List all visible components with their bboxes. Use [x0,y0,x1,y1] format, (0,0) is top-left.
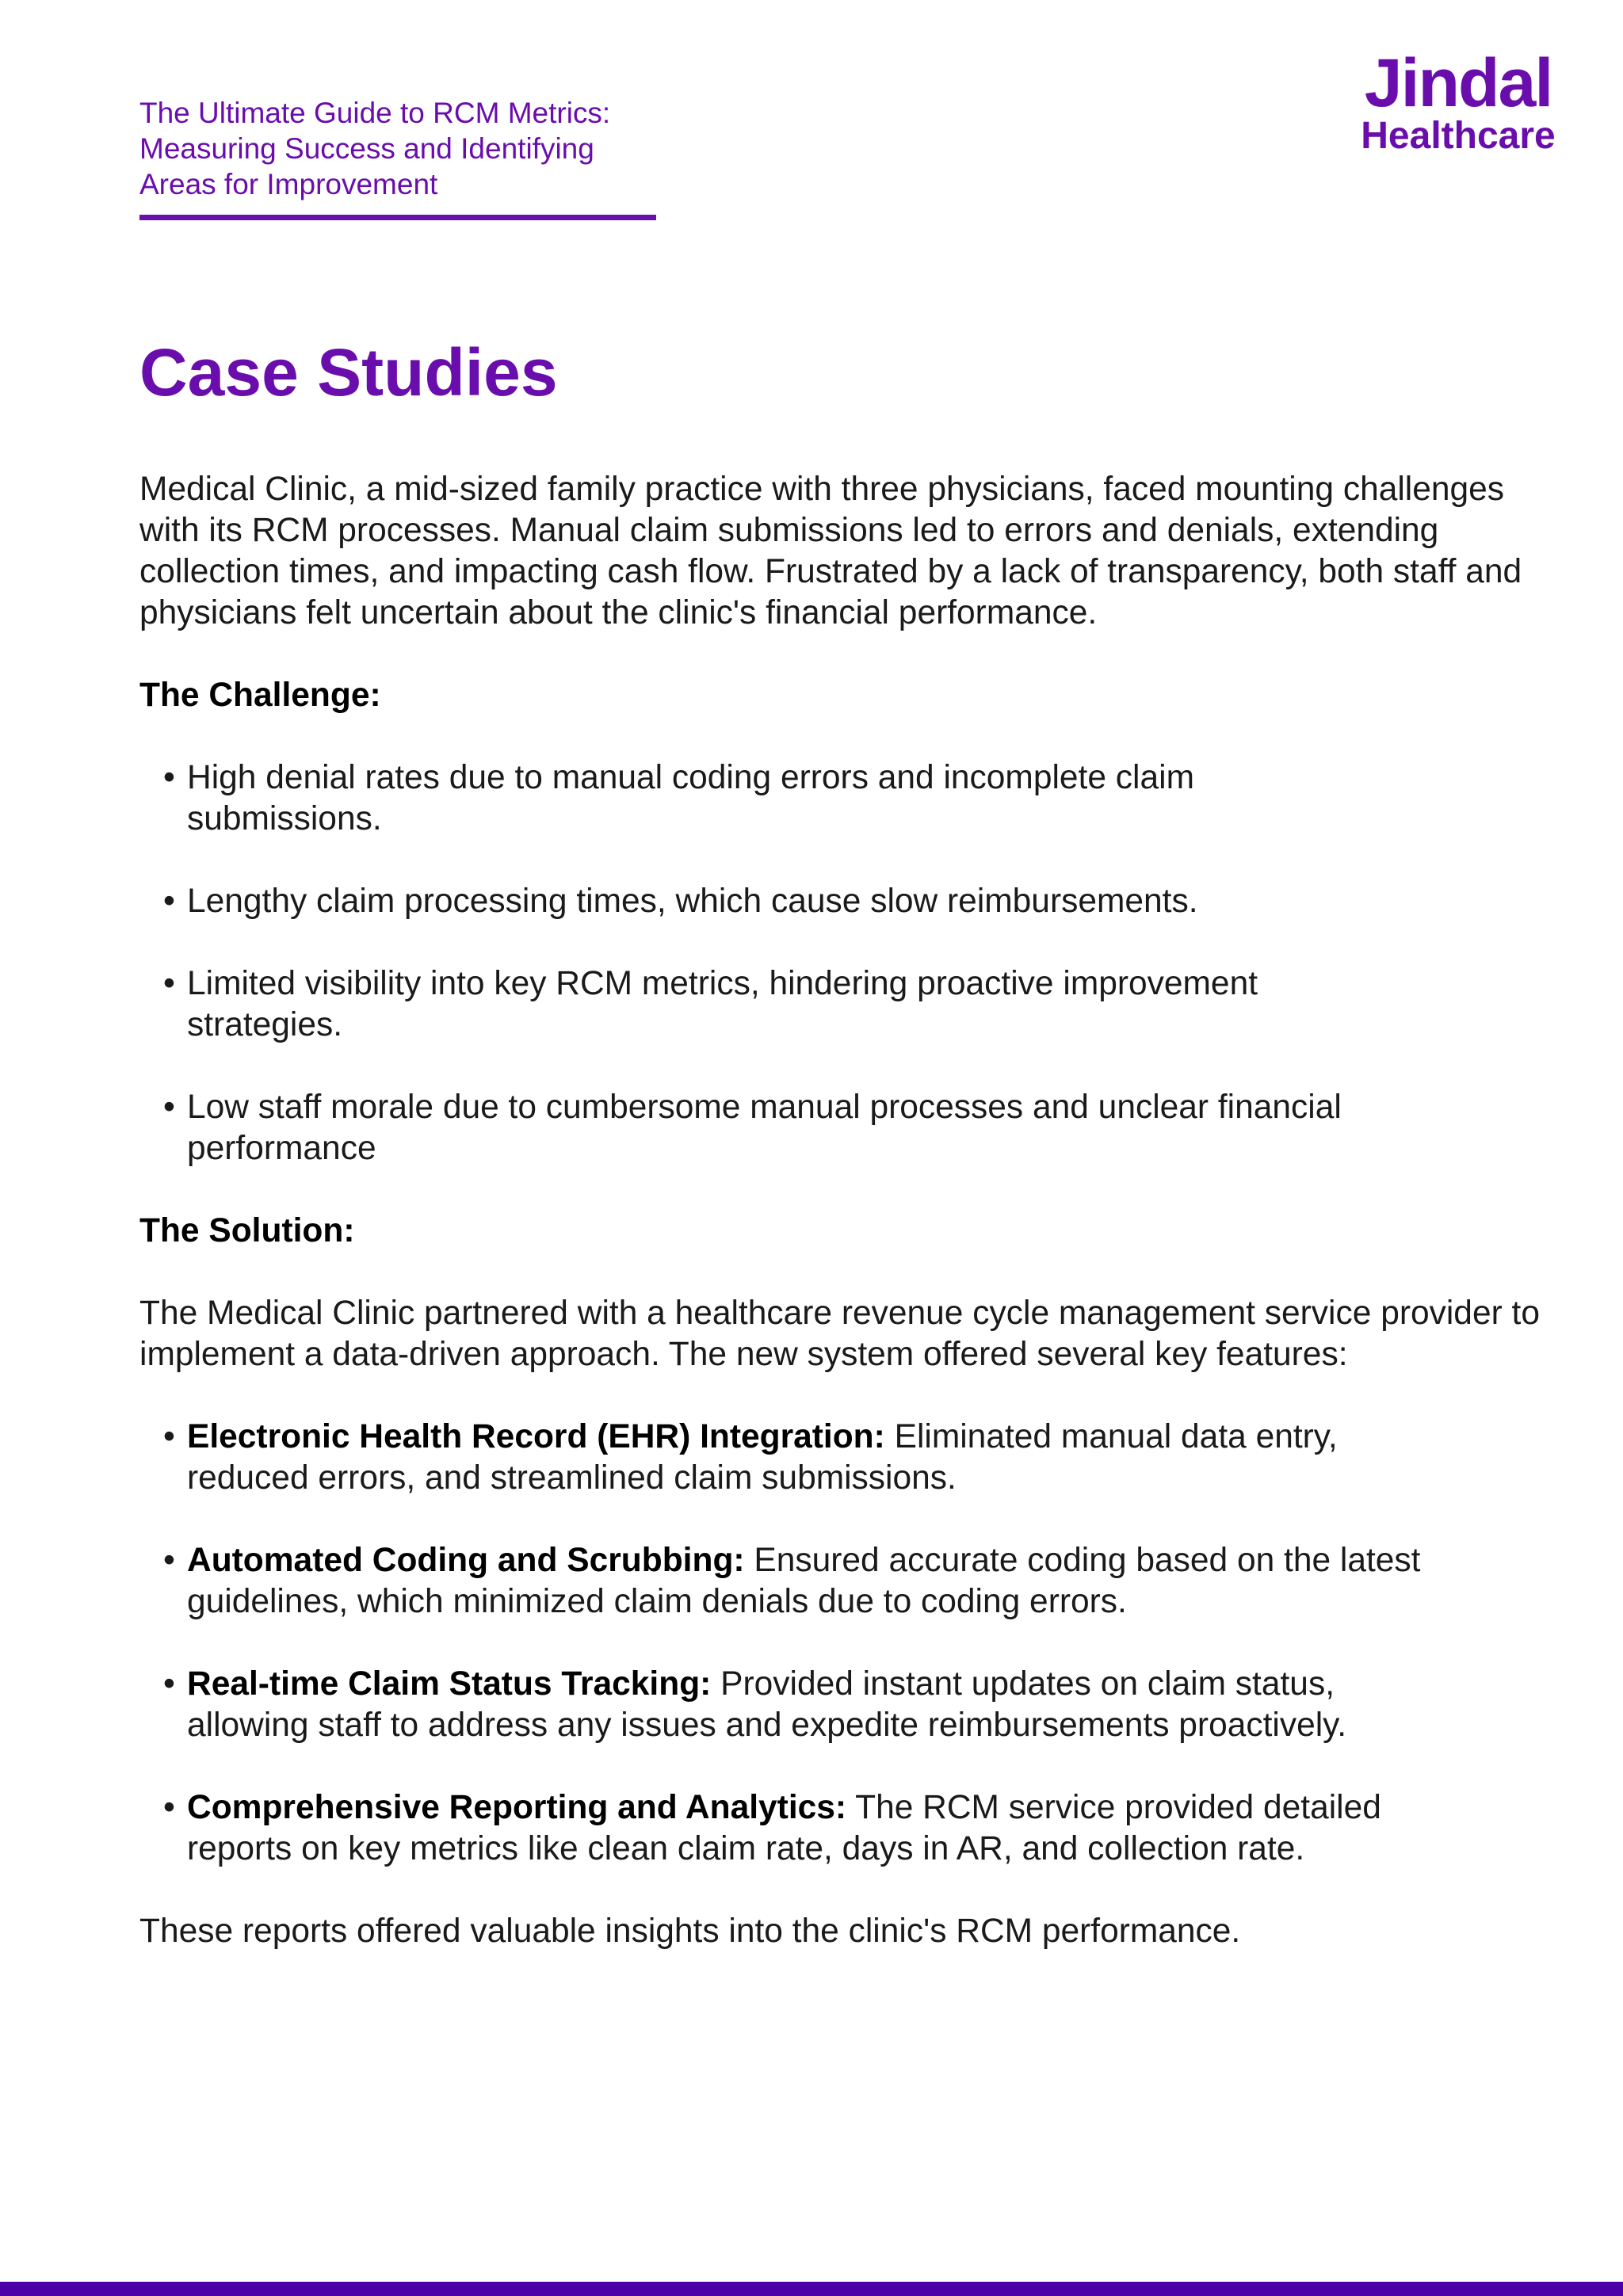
feature-title: Electronic Health Record (EHR) Integration: [187,1418,885,1455]
feature-description: The RCM service provided detailed reports on key metrics like clean claim rate, days in AR, and collection rate. [187,1789,1381,1867]
challenge-item-text: Low staff morale due to cumbersome manual processes and unclear financial performance [187,1089,1342,1167]
intro-paragraph: Medical Clinic, a mid-sized family practice with three physicians, faced mounting challenges with its RCM processes. Manual claim submissions led to errors and denials, extending collection times, and impacting cash flow. Frustrated by a lack of transparency, both staff and physicians felt uncertain about the clinic's financial performance. [139,471,1522,631]
solution-feature-item [139,1540,1550,1623]
challenge-list [139,757,1550,1169]
feature-description: Ensured accurate coding based on the latest guidelines, which minimized claim denials due to coding errors. [187,1542,1421,1620]
challenge-item [139,881,1550,922]
challenge-item-text: Limited visibility into key RCM metrics, hindering proactive improvement strategies. [187,965,1258,1043]
challenge-item [139,757,1550,840]
feature-title: Comprehensive Reporting and Analytics: [187,1789,847,1826]
bullet-icon: • [163,1542,175,1579]
bullet-icon: • [163,1418,175,1455]
jindal-healthcare-logo [1339,45,1577,157]
challenge-heading: The Challenge: [139,677,381,714]
feature-description: Eliminated manual data entry, reduced errors, and streamlined claim submissions. [187,1418,1338,1497]
header-underline [139,215,656,220]
closing-paragraph: These reports offered valuable insights into the clinic's RCM performance. [139,1913,1241,1950]
bullet-icon: • [163,965,175,1002]
footer-bar [0,2282,1623,2296]
logo-line-healthcare: Healthcare [1361,115,1556,157]
header-title-line: Areas for Improvement [139,168,438,200]
bullet-icon: • [163,883,175,920]
challenge-item [139,963,1550,1046]
document-header-title [139,95,710,202]
solution-feature-item [139,1787,1550,1870]
solution-feature-list [139,1417,1550,1870]
feature-title: Real-time Claim Status Tracking: [187,1665,712,1703]
feature-description: Provided instant updates on claim status, allowing staff to address any issues and expedite reimbursements proactively. [187,1665,1347,1744]
header-title-line: The Ultimate Guide to RCM Metrics: [139,97,611,129]
solution-heading: The Solution: [139,1212,355,1249]
page-title: Case Studies [139,335,558,410]
logo-line-jindal: Jindal [1364,45,1552,121]
bullet-icon: • [163,1665,175,1703]
solution-feature-item [139,1417,1550,1499]
challenge-item [139,1087,1550,1169]
solution-feature-item [139,1664,1550,1746]
bullet-icon: • [163,1089,175,1126]
header-title-line: Measuring Success and Identifying [139,132,594,165]
solution-intro-paragraph: The Medical Clinic partnered with a healthcare revenue cycle management service provider to implement a data-driven approach. The new system offered several key features: [139,1295,1540,1373]
case-study-body [139,469,1550,1952]
feature-title: Automated Coding and Scrubbing: [187,1542,745,1579]
bullet-icon: • [163,1789,175,1826]
challenge-item-text: High denial rates due to manual coding errors and incomplete claim submissions. [187,759,1194,837]
challenge-item-text: Lengthy claim processing times, which cause slow reimbursements. [187,883,1198,920]
bullet-icon: • [163,759,175,796]
